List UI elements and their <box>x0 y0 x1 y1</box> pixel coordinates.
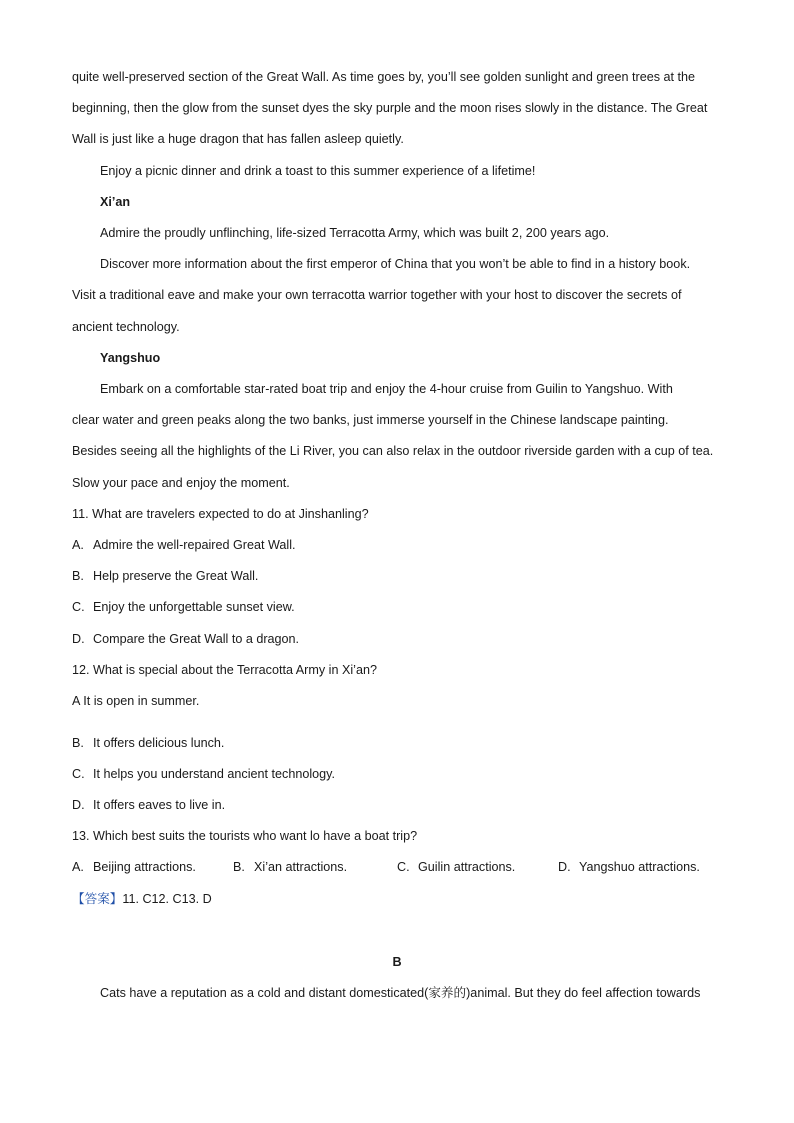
option-text: Help preserve the Great Wall. <box>93 569 259 583</box>
question-11-stem: 11. What are travelers expected to do at Jinshanling? <box>72 507 369 521</box>
question-12-option-b <box>72 735 224 751</box>
option-letter: B. <box>72 569 84 583</box>
option-letter: C. <box>397 860 410 874</box>
section-heading-yangshuo: Yangshuo <box>100 351 161 365</box>
question-13-option-b <box>233 859 347 875</box>
option-text: Admire the well-repaired Great Wall. <box>93 538 296 552</box>
question-11-option-a <box>72 537 296 553</box>
passage-line: Visit a traditional eave and make your own terracotta warrior together with your host to discover the secrets of <box>72 288 682 302</box>
option-letter: A. <box>72 538 84 552</box>
passage-line: Embark on a comfortable star-rated boat trip and enjoy the 4-hour cruise from Guilin to Yangshuo. With <box>100 382 673 396</box>
option-text: Yangshuo attractions. <box>579 860 700 874</box>
option-letter: C. <box>72 600 85 614</box>
option-letter: B. <box>72 736 84 750</box>
section-heading-xian: Xi’an <box>100 195 131 209</box>
question-13-stem: 13. Which best suits the tourists who want lo have a boat trip? <box>72 829 418 843</box>
answer-text: 11. C12. C13. D <box>122 892 212 906</box>
passage-line: beginning, then the glow from the sunset dyes the sky purple and the moon rises slowly in the distance. The Great <box>72 101 708 115</box>
option-letter: A. <box>72 860 84 874</box>
passage-line: Besides seeing all the highlights of the Li River, you can also relax in the outdoor riverside garden with a cup of tea. <box>72 444 714 458</box>
option-text: It offers eaves to live in. <box>93 798 226 812</box>
answer-line <box>72 891 212 907</box>
passage-line: Slow your pace and enjoy the moment. <box>72 476 290 490</box>
question-12-stem: 12. What is special about the Terracotta Army in Xi’an? <box>72 663 377 677</box>
option-text: It offers delicious lunch. <box>93 736 225 750</box>
passage-line: Enjoy a picnic dinner and drink a toast to this summer experience of a lifetime! <box>100 164 536 178</box>
option-text: Beijing attractions. <box>93 860 196 874</box>
question-13-option-c <box>397 859 515 875</box>
passage-line: clear water and green peaks along the two banks, just immerse yourself in the Chinese landscape painting. <box>72 413 669 427</box>
question-12-option-c <box>72 766 335 782</box>
option-text: Enjoy the unforgettable sunset view. <box>93 600 295 614</box>
question-12-option-d <box>72 797 225 813</box>
passage-line: Wall is just like a huge dragon that has fallen asleep quietly. <box>72 132 404 146</box>
answer-label: 【答案】 <box>72 892 123 906</box>
passage-line: ancient technology. <box>72 320 180 334</box>
option-text: Xi’an attractions. <box>254 860 348 874</box>
question-13-option-d <box>558 859 700 875</box>
question-13-option-a <box>72 859 196 875</box>
option-letter: D. <box>72 798 85 812</box>
question-11-option-c <box>72 599 295 615</box>
passage-line: quite well-preserved section of the Great Wall. As time goes by, you’ll see golden sunlight and green trees at the <box>72 70 696 84</box>
option-text: Guilin attractions. <box>418 860 516 874</box>
option-letter: D. <box>72 632 85 646</box>
passage-line: Cats have a reputation as a cold and distant domesticated(家养的)animal. But they do feel affection towards <box>100 986 701 1000</box>
option-letter: D. <box>558 860 571 874</box>
option-letter: B. <box>233 860 245 874</box>
passage-line: Admire the proudly unflinching, life-sized Terracotta Army, which was built 2, 200 years ago. <box>100 226 610 240</box>
option-letter: C. <box>72 767 85 781</box>
question-11-option-b <box>72 568 258 584</box>
question-11-option-d <box>72 631 299 647</box>
section-heading-b: B <box>392 955 402 969</box>
option-text: It helps you understand ancient technology. <box>93 767 336 781</box>
question-12-option-a: A It is open in summer. <box>72 694 200 708</box>
passage-line: Discover more information about the first emperor of China that you won’t be able to find in a history book. <box>100 257 691 271</box>
option-text: Compare the Great Wall to a dragon. <box>93 632 300 646</box>
